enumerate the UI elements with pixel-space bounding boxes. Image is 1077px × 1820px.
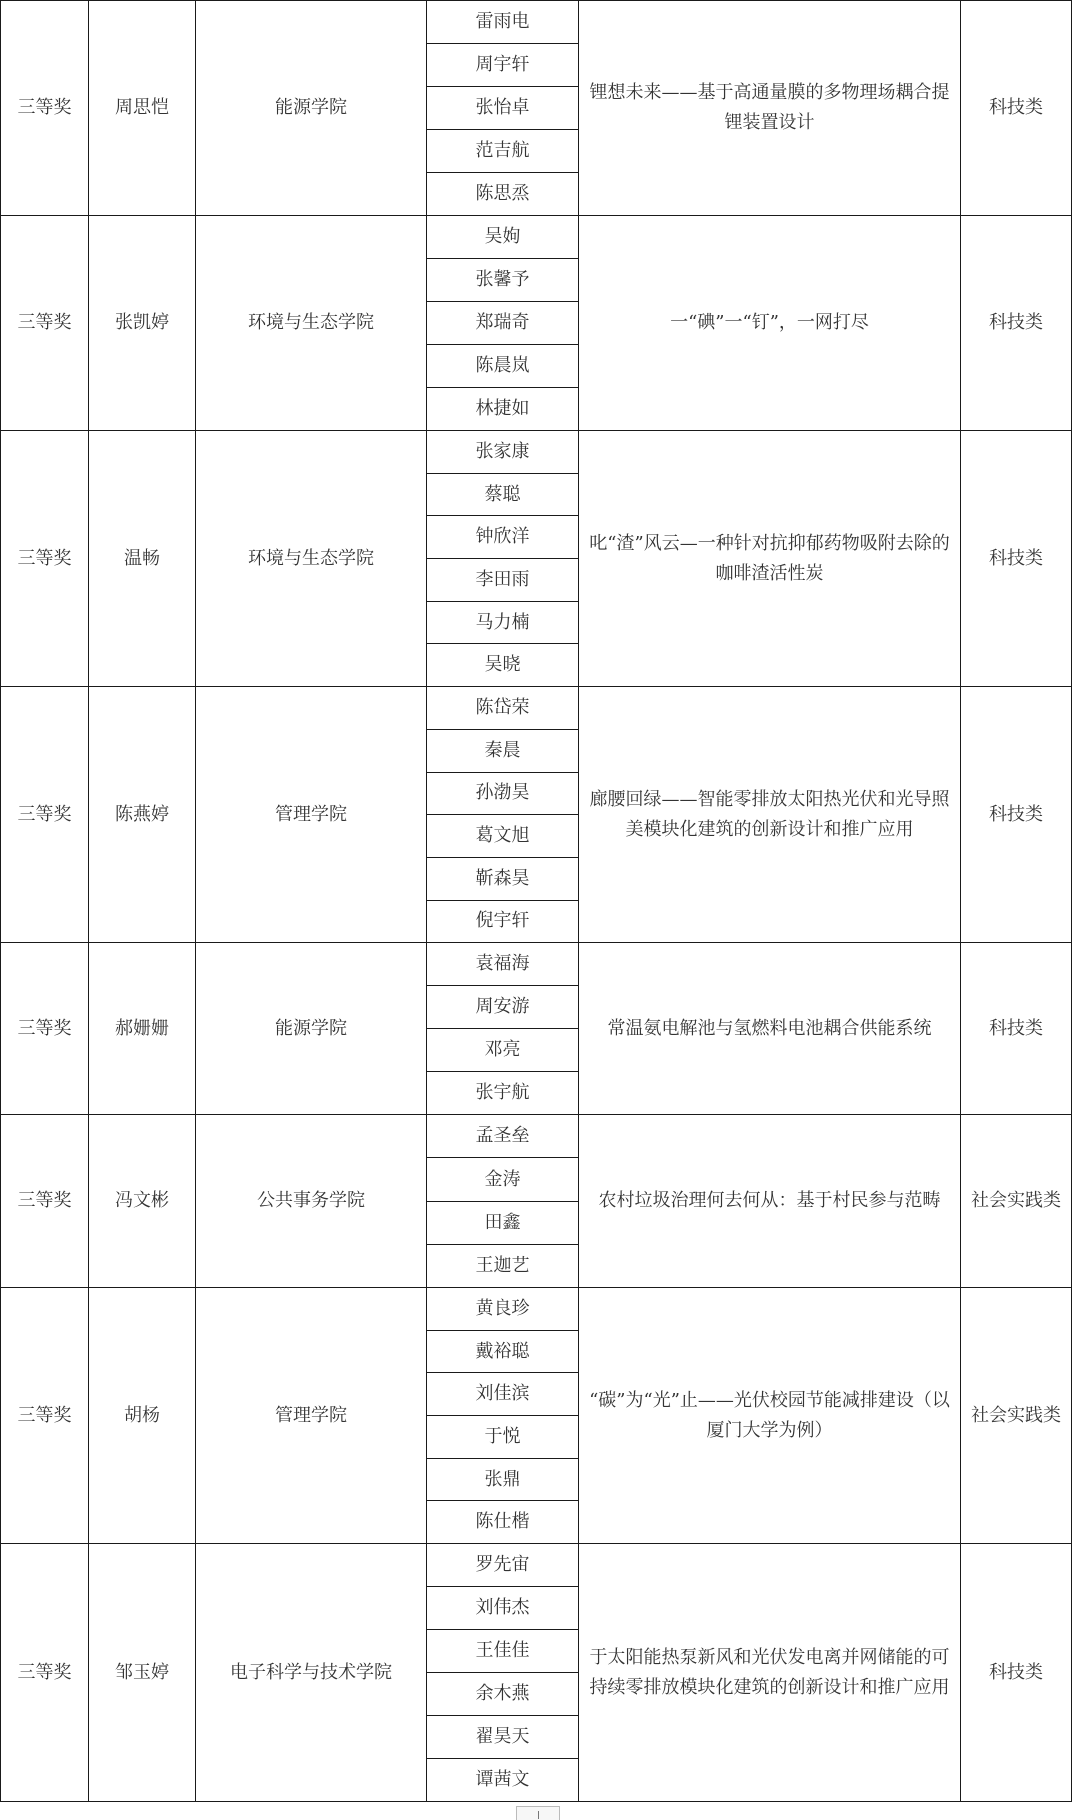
- award-level-cell: 三等奖: [1, 943, 89, 1115]
- project-title-cell: 农村垃圾治理何去何从：基于村民参与范畴: [579, 1115, 961, 1288]
- college-cell: 能源学院: [196, 943, 427, 1115]
- awards-table-body: [1, 1, 1072, 1802]
- team-member-cell: 张家康: [427, 431, 579, 474]
- table-row: [1, 1115, 1072, 1158]
- team-member-cell: 吴晓: [427, 644, 579, 687]
- team-member-cell: 张怡卓: [427, 87, 579, 130]
- table-row: [1, 431, 1072, 474]
- team-member-cell: 戴裕聪: [427, 1330, 579, 1373]
- page-scroll-marker[interactable]: [516, 1806, 560, 1820]
- team-member-cell: 黄良珍: [427, 1288, 579, 1331]
- award-level-cell: 三等奖: [1, 216, 89, 431]
- project-title-cell: 锂想未来——基于高通量膜的多物理场耦合提锂装置设计: [579, 1, 961, 216]
- team-leader-cell: 邹玉婷: [89, 1544, 196, 1802]
- project-title-cell: 常温氨电解池与氢燃料电池耦合供能系统: [579, 943, 961, 1115]
- college-cell: 管理学院: [196, 687, 427, 943]
- team-leader-cell: 张凯婷: [89, 216, 196, 431]
- scroll-marker-icon: [538, 1811, 539, 1819]
- category-cell: 科技类: [961, 431, 1072, 687]
- college-cell: 环境与生态学院: [196, 431, 427, 687]
- table-row: [1, 943, 1072, 986]
- category-cell: 社会实践类: [961, 1288, 1072, 1544]
- team-member-cell: 谭茜文: [427, 1759, 579, 1802]
- category-cell: 科技类: [961, 1, 1072, 216]
- team-member-cell: 陈仕楷: [427, 1501, 579, 1544]
- team-member-cell: 范吉航: [427, 130, 579, 173]
- team-member-cell: 钟欣洋: [427, 516, 579, 559]
- team-member-cell: 周安游: [427, 986, 579, 1029]
- award-level-cell: 三等奖: [1, 1115, 89, 1288]
- team-member-cell: 陈晨岚: [427, 345, 579, 388]
- table-row: [1, 216, 1072, 259]
- team-leader-cell: 陈燕婷: [89, 687, 196, 943]
- team-member-cell: 邓亮: [427, 1029, 579, 1072]
- college-cell: 管理学院: [196, 1288, 427, 1544]
- award-level-cell: 三等奖: [1, 1, 89, 216]
- team-member-cell: 郑瑞奇: [427, 302, 579, 345]
- team-member-cell: 李田雨: [427, 559, 579, 602]
- award-level-cell: 三等奖: [1, 431, 89, 687]
- team-member-cell: 王佳佳: [427, 1630, 579, 1673]
- team-member-cell: 周宇轩: [427, 44, 579, 87]
- team-leader-cell: 胡杨: [89, 1288, 196, 1544]
- table-row: [1, 687, 1072, 730]
- team-member-cell: 雷雨电: [427, 1, 579, 44]
- team-member-cell: 张鼎: [427, 1458, 579, 1501]
- college-cell: 电子科学与技术学院: [196, 1544, 427, 1802]
- team-member-cell: 孙渤昊: [427, 772, 579, 815]
- team-member-cell: 马力楠: [427, 601, 579, 644]
- project-title-cell: “碳”为“光”止——光伏校园节能减排建设（以厦门大学为例）: [579, 1288, 961, 1544]
- table-row: [1, 1, 1072, 44]
- team-member-cell: 于悦: [427, 1416, 579, 1459]
- team-member-cell: 靳森昊: [427, 857, 579, 900]
- college-cell: 公共事务学院: [196, 1115, 427, 1288]
- team-leader-cell: 郝姗姗: [89, 943, 196, 1115]
- team-member-cell: 葛文旭: [427, 815, 579, 858]
- team-leader-cell: 冯文彬: [89, 1115, 196, 1288]
- team-member-cell: 张馨予: [427, 259, 579, 302]
- project-title-cell: 廊腰回绿——智能零排放太阳热光伏和光导照美模块化建筑的创新设计和推广应用: [579, 687, 961, 943]
- team-member-cell: 王迦艺: [427, 1244, 579, 1287]
- team-member-cell: 刘佳滨: [427, 1373, 579, 1416]
- category-cell: 科技类: [961, 687, 1072, 943]
- team-member-cell: 余木燕: [427, 1673, 579, 1716]
- team-member-cell: 张宇航: [427, 1072, 579, 1115]
- award-level-cell: 三等奖: [1, 687, 89, 943]
- team-member-cell: 罗先宙: [427, 1544, 579, 1587]
- project-title-cell: 叱“渣”风云—一种针对抗抑郁药物吸附去除的咖啡渣活性炭: [579, 431, 961, 687]
- team-member-cell: 秦晨: [427, 729, 579, 772]
- category-cell: 社会实践类: [961, 1115, 1072, 1288]
- team-leader-cell: 周思恺: [89, 1, 196, 216]
- category-cell: 科技类: [961, 216, 1072, 431]
- team-member-cell: 陈思烝: [427, 173, 579, 216]
- table-row: [1, 1288, 1072, 1331]
- college-cell: 环境与生态学院: [196, 216, 427, 431]
- team-member-cell: 翟昊天: [427, 1716, 579, 1759]
- college-cell: 能源学院: [196, 1, 427, 216]
- team-member-cell: 田鑫: [427, 1201, 579, 1244]
- team-member-cell: 刘伟杰: [427, 1587, 579, 1630]
- team-member-cell: 孟圣垒: [427, 1115, 579, 1158]
- team-member-cell: 陈岱荣: [427, 687, 579, 730]
- team-member-cell: 金涛: [427, 1158, 579, 1201]
- project-title-cell: 一“碘”一“钉”，一网打尽: [579, 216, 961, 431]
- team-member-cell: 蔡聪: [427, 473, 579, 516]
- team-leader-cell: 温畅: [89, 431, 196, 687]
- category-cell: 科技类: [961, 943, 1072, 1115]
- team-member-cell: 袁福海: [427, 943, 579, 986]
- award-level-cell: 三等奖: [1, 1544, 89, 1802]
- team-member-cell: 倪宇轩: [427, 900, 579, 943]
- team-member-cell: 吴姁: [427, 216, 579, 259]
- project-title-cell: 于太阳能热泵新风和光伏发电离并网储能的可持续零排放模块化建筑的创新设计和推广应用: [579, 1544, 961, 1802]
- table-row: [1, 1544, 1072, 1587]
- award-level-cell: 三等奖: [1, 1288, 89, 1544]
- category-cell: 科技类: [961, 1544, 1072, 1802]
- team-member-cell: 林捷如: [427, 388, 579, 431]
